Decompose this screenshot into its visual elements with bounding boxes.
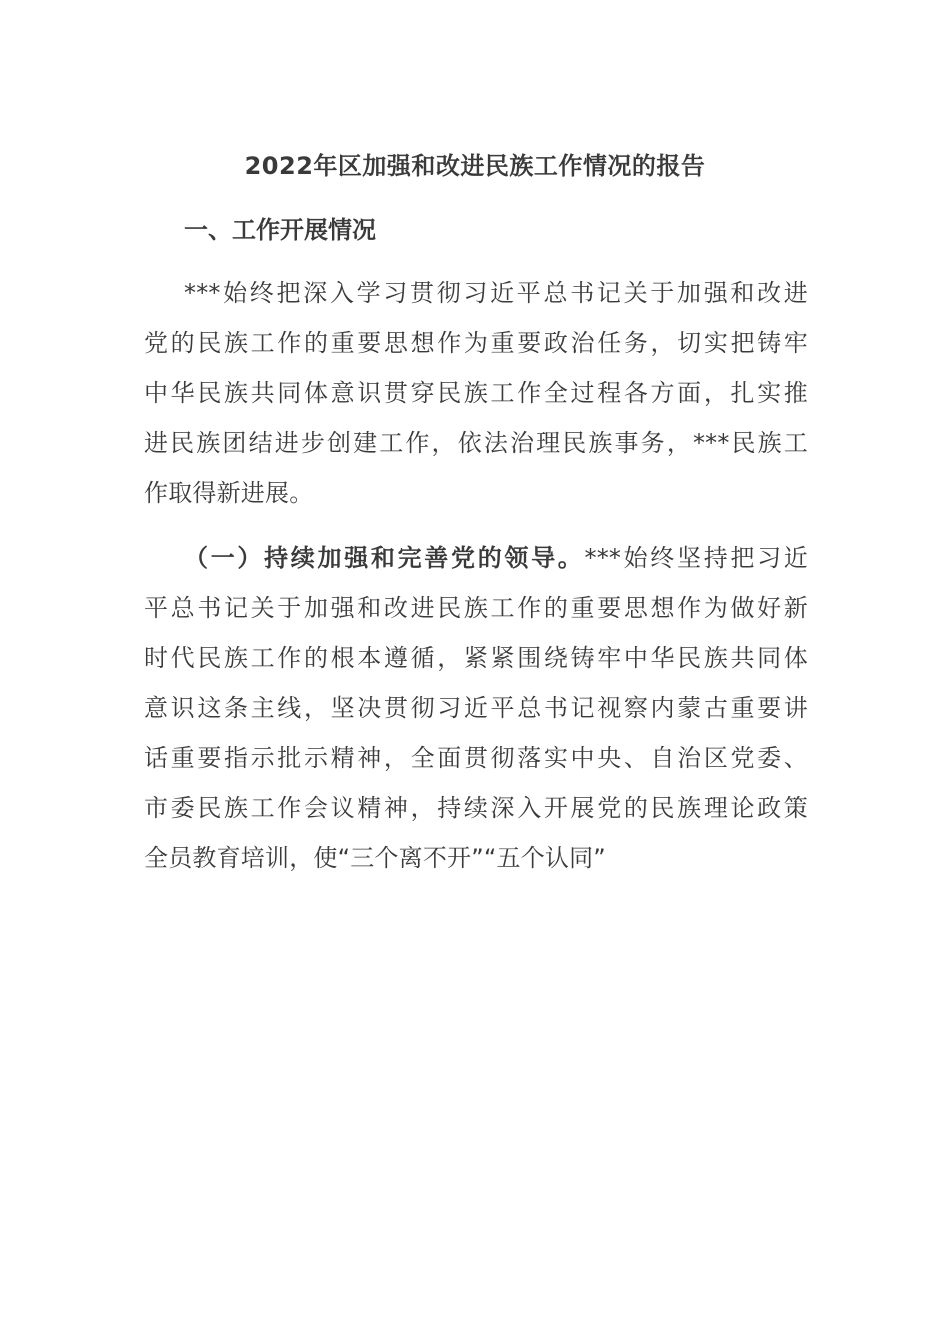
paragraph-line: 进民族团结进步创建工作，依法治理民族事务，***民族工 xyxy=(144,429,808,457)
document-title: 2022年区加强和改进民族工作情况的报告 xyxy=(244,152,706,180)
paragraph-line: 平总书记关于加强和改进民族工作的重要思想作为做好新 xyxy=(144,594,808,622)
paragraph-first-line-rest: ***始终坚持把习近 xyxy=(584,544,808,572)
paragraph-party-leadership xyxy=(144,533,808,883)
paragraph-line: 全员教育培训，使“三个离不开”“五个认同” xyxy=(144,844,606,872)
subheading-lead: （一）持续加强和完善党的领导。 xyxy=(184,544,585,572)
paragraph-line: 党的民族工作的重要思想作为重要政治任务，切实把铸牢 xyxy=(144,329,808,357)
paragraph-first-line xyxy=(144,533,808,583)
paragraph-work-overview xyxy=(144,268,808,518)
paragraph-line: 市委民族工作会议精神，持续深入开展党的民族理论政策 xyxy=(144,794,808,822)
paragraph-line: 时代民族工作的根本遵循，紧紧围绕铸牢中华民族共同体 xyxy=(144,644,808,672)
section-heading: 一、工作开展情况 xyxy=(184,216,376,244)
paragraph-line: ***始终把深入学习贯彻习近平总书记关于加强和改进 xyxy=(184,279,808,307)
paragraph-line: 作取得新进展。 xyxy=(144,479,314,507)
paragraph-line: 中华民族共同体意识贯穿民族工作全过程各方面，扎实推 xyxy=(144,379,808,407)
paragraph-line: 意识这条主线，坚决贯彻习近平总书记视察内蒙古重要讲 xyxy=(144,694,808,722)
paragraph-line: 话重要指示批示精神，全面贯彻落实中央、自治区党委、 xyxy=(144,744,808,772)
